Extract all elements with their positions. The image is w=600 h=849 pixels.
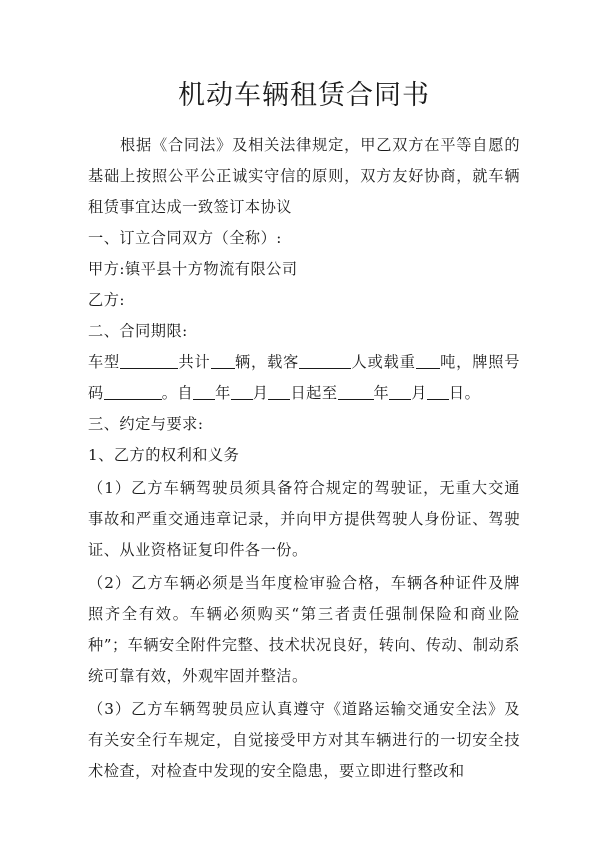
passenger-count-blank[interactable] <box>299 350 351 369</box>
document-title: 机动车辆租赁合同书 <box>178 80 430 111</box>
end-day-label: 日。 <box>448 384 481 402</box>
end-day-blank[interactable] <box>427 381 449 400</box>
vehicle-model-label: 车型 <box>88 353 121 371</box>
section2-heading: 二、合同期限: <box>88 322 188 340</box>
party-a-line: 甲方:镇平县十方物流有限公司 <box>88 260 298 278</box>
unit-passenger-label: 辆，载客 <box>234 353 300 371</box>
start-day-label: 日起至 <box>290 384 338 402</box>
end-month-label: 月 <box>411 384 427 402</box>
contract-term-paragraph <box>88 347 520 409</box>
clause-item-2: （2）乙方车辆必须是当年度检审验合格，车辆各种证件及牌照齐全有效。车辆必须购买“第三者责任强制保险和商业险种”；车辆安全附件完整、技术状况良好，转向、传动、制动系统可靠有效，外观牢固并整洁。 <box>88 574 520 685</box>
start-month-label: 月 <box>252 384 269 402</box>
start-year-blank[interactable] <box>193 381 215 400</box>
from-label: 。自 <box>161 384 194 402</box>
section3-heading: 三、约定与要求: <box>88 415 204 433</box>
ton-plate-label: 吨，牌照号码 <box>88 353 521 402</box>
clause-item-1: （1）乙方车辆驾驶员须具备符合规定的驾驶证，无重大交通事故和严重交通违章记录，并向甲方提供驾驶人身份证、驾驶证、从业资格证复印件各一份。 <box>88 479 520 559</box>
section1-heading: 一、订立合同双方（全称）: <box>88 229 282 247</box>
intro-paragraph: 根据《合同法》及相关法律规定，甲乙双方在平等自愿的基础上按照公平公正诚实守信的原则，双方友好协商，就车辆租赁事宜达成一致签订本协议 <box>88 136 520 216</box>
party-b-line: 乙方: <box>88 291 125 309</box>
vehicle-model-blank[interactable] <box>120 350 178 369</box>
start-day-blank[interactable] <box>268 381 290 400</box>
plate-number-blank[interactable] <box>104 381 162 400</box>
clause-item-3: （3）乙方车辆驾驶员应认真遵守《道路运输交通安全法》及有关安全行车规定，自觉接受甲方对其车辆进行的一切安全技术检查，对检查中发现的安全隐患，要立即进行整改和 <box>88 700 520 780</box>
subsection1-heading: 1、乙方的权利和义务 <box>88 446 240 464</box>
start-year-label: 年 <box>215 384 231 402</box>
end-year-blank[interactable] <box>338 381 374 400</box>
end-year-label: 年 <box>373 384 390 402</box>
vehicle-count-blank[interactable] <box>211 350 235 369</box>
or-load-label: 人或载重 <box>351 353 416 371</box>
load-tons-blank[interactable] <box>416 350 440 369</box>
total-label: 共计 <box>178 353 211 371</box>
end-month-blank[interactable] <box>389 381 411 400</box>
start-month-blank[interactable] <box>231 381 253 400</box>
